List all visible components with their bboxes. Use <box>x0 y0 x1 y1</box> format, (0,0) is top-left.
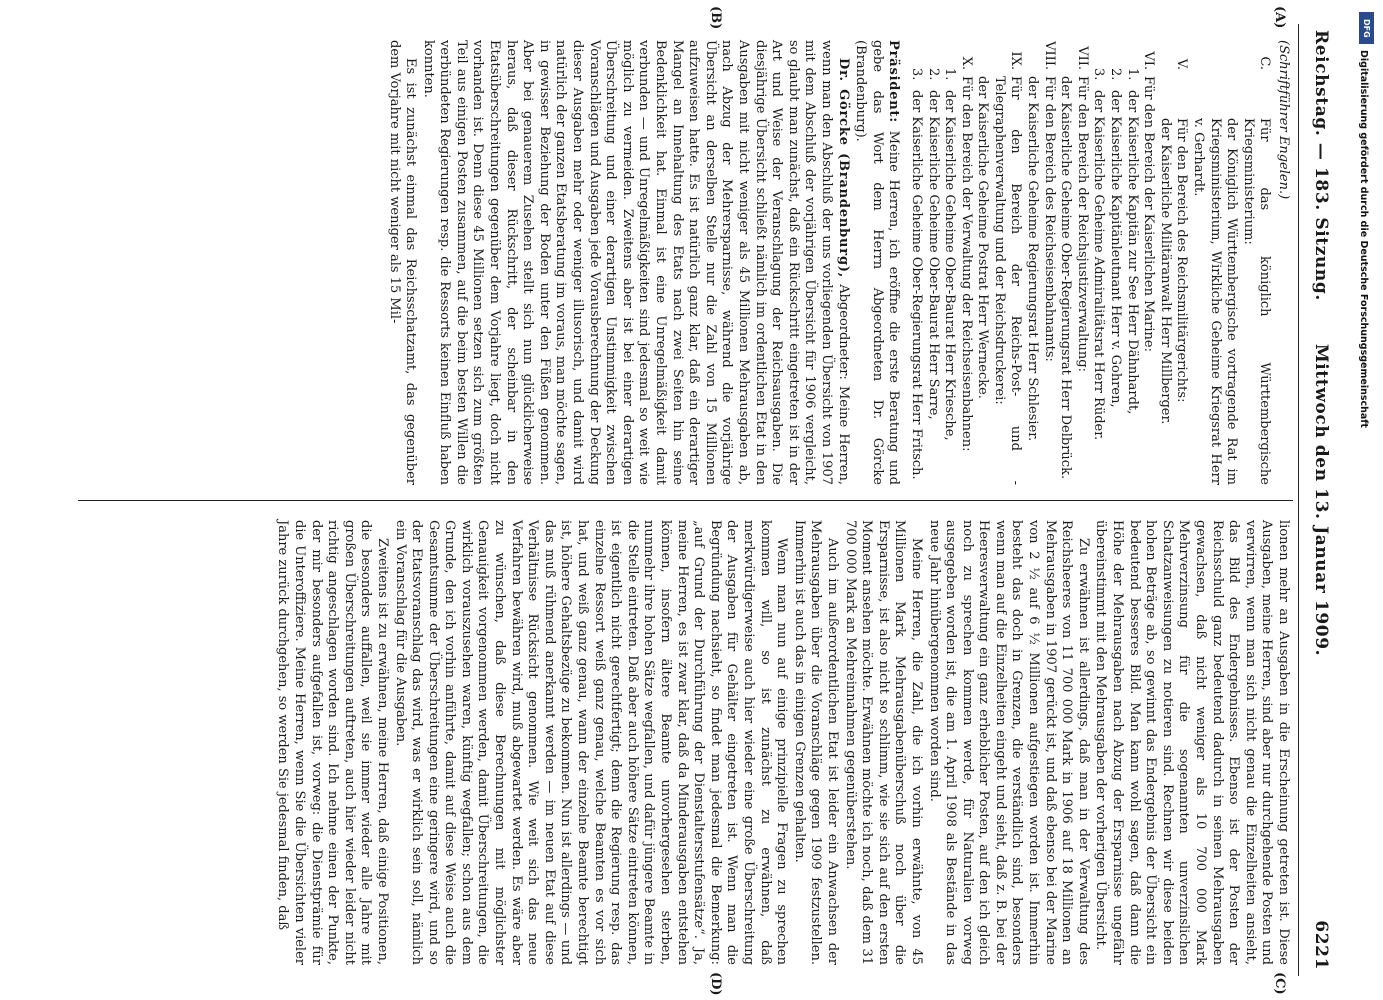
entry-person: der Kaiserliche Geheime Regierungsrat Herr Schlesier. <box>1025 76 1041 442</box>
entry-text <box>1140 76 1157 485</box>
body-paragraph: lionen mehr an Ausgaben in die Erscheinung getreten ist. Diese Ausgaben, meine Herren, sind aber nur durchgehende Posten und verwirren, wenn man sich nicht genau die Einzelheiten ansieht, das Bild des Endergebnisses. Ebenso ist der Posten der Reichsschuld ganz bedeutend dadurch in seinen Mehrausgaben gewachsen, daß nicht weniger als 10 700 000 Mark Mehrverzinsung für die sogenannten unverzinslichen Schatzanweisungen zu notieren sind. Rechnen wir diese beiden hohen Beträge ab, so gewinnt das Endergebnis der Übersicht ein bedeutend besseres Bild. Man kann wohl sagen, daß dann die Höhe der Mehrausgaben nach Abzug der Ersparnisse ungefähr übereinstimmt mit den Mehrausgaben der vorherigen Übersicht. <box>1093 520 1291 965</box>
body-paragraph: Auch im außerordentlichen Etat ist leider ein Anwachsen der Mehrausgaben über die Voranschläge gegen 1909 festzustellen. Immerhin ist auch das in einigen Grenzen gehalten. <box>791 520 840 965</box>
sub-entry-number: 2. <box>1108 68 1124 81</box>
body-paragraph: Zweitens ist zu erwähnen, meine Herren, daß einige Positionen, die besonders auffallen, weil sie immer wieder alle Jahre mit großen Überschreitungen auftreten, auch hier wieder leider nicht richtig angeschlagen worden sind. Ich nehme einen der Punkte, der mir besonders aufgefallen ist, vorweg: die Dienstprämie für die Unteroffiziere. Meine Herren, wenn Sie die Übersichten vieler Jahre zurück durchgehen, so werden Sie jedesmal finden, daß <box>275 520 390 965</box>
entry-person: der Kaiserliche Geheime Postrat Herr Wernecke. <box>975 76 991 399</box>
list-entry <box>1024 40 1057 485</box>
entry-heading: Für das königlich Württembergische Kriegsministerium: <box>1240 118 1273 485</box>
right-column <box>273 520 1291 965</box>
list-entry <box>1189 40 1272 485</box>
sub-entry <box>907 40 924 485</box>
speaker-name: Präsident: <box>886 40 902 123</box>
entry-heading: Für den Bereich des Reichseisenbahnamts: <box>1041 76 1057 362</box>
dfg-logo: DFG <box>1359 12 1374 44</box>
speech-paragraph: Es ist zunächst einmal das Reichsschatzamt, das gegenüber dem Vorjahre mit nicht weniger als 15 Mil- <box>386 40 419 485</box>
entry-number: IX. <box>1008 51 1024 70</box>
list-entry <box>1057 40 1090 485</box>
entry-number: V. <box>1174 58 1190 70</box>
page-header <box>1305 30 1335 970</box>
entry-heading: Für den Bereich der Kaiserlichen Marine: <box>1141 76 1157 352</box>
header-rule <box>1298 24 1299 976</box>
entry-person: der Königlich Württembergische vortragende Rat im Kriegsministerium, Wirkliche Geheime Kriegsrat Herr v. Gerhardt. <box>1191 118 1240 485</box>
credit-text: Digitalisierung gefördert durch die Deutsche Forschungsgemeinschaft <box>1358 50 1369 428</box>
header-center-date: Mittwoch den 13. Januar 1909. <box>1311 343 1331 657</box>
header-left: Reichstag. — 183. Sitzung. <box>1311 30 1331 301</box>
sub-entry <box>1106 40 1123 485</box>
sub-entry-number: 2. <box>925 68 941 81</box>
margin-mark-b: (B) <box>708 6 723 30</box>
entry-number: VIII. <box>1041 41 1057 70</box>
sub-entry-text: der Kaiserliche Kapitänleutnant Herr v. Gohren, <box>1108 90 1124 408</box>
entry-heading: Für den Bereich der Verwaltung der Reichseisenbahnen: <box>958 76 974 452</box>
sub-entry-text: der Kaiserliche Geheime Ober-Baurat Herr Sarre, <box>925 90 941 420</box>
entry-heading: Für den Bereich der Reichs-Post- und -Telegraphenverwaltung und der Reichsdruckerei: <box>991 76 1024 485</box>
entry-number: VII. <box>1074 46 1090 70</box>
margin-mark-c: (C) <box>1272 972 1287 995</box>
entry-text <box>957 76 974 485</box>
president-paragraph <box>852 40 902 485</box>
speech-paragraph <box>419 40 850 485</box>
paragraph-text: Abgeordneter: Meine Herren, wenn man den Abschluß der uns vorliegenden Übersicht von 1907 mit dem Abschluß der vorjährigen Übersicht für 1906 vergleicht, so glaubt man zunächst, daß ein Rückschritt eingetreten ist in der Art und Weise der Veranschlagung der Reichsausgaben. Die diesjährige Übersicht schließt nämlich im ordentlichen Etat in den Ausgaben mit nicht weniger als 45 Millionen Mehrausgaben ab, nach Abzug der Mehrersparnisse, während die vorjährige Übersicht an derselben Stelle nur die Zahl von 15 Millionen aufzuweisen hatte. Es ist natürlich ganz klar, daß ein derartiger Mangel an Innehaltung des Etats nach zwei Seiten hin seine Bedenklichkeit hat. Einmal ist eine Unregelmäßigkeit damit verbunden — und Unregelmäßigkeiten sind jedesmal so weit wie möglich zu vermeiden. Zweitens aber ist bei einer derartigen Überschreitung und einer derartigen Unstimmigkeit zwischen Voranschlägen und Ausgaben jede Vorausberechnung der Deckung dieser Ausgaben mehr oder weniger illusorisch, und damit wird natürlich der ganzen Etatsberatung im voraus, man möchte sagen, in gewisser Beziehung der Boden unter den Füßen genommen. Aber bei genauerem Zusehen stellt sich nun glücklicherweise heraus, daß dieser Rückschritt, der scheinbar in den Etatsüberschreitungen gegenüber dem Vorjahre liegt, doch nicht vorhanden ist. Denn diese 45 Millionen setzen sich zum größten Teil aus einigen Posten zusammen, auf die beim besten Willen die verbündeten Regierungen resp. die Ressorts keinen Einfluß haben konnten. <box>420 40 851 485</box>
sub-entry-text: der Kaiserliche Geheime Ober-Regierungsrat Herr Fritsch. <box>908 90 924 480</box>
sub-entry <box>1123 40 1140 485</box>
entry-text <box>974 76 1024 485</box>
entry-person: der Kaiserliche Geheime Ober-Regierungsrat Herr Delbrück. <box>1058 76 1074 480</box>
entry-text <box>1024 76 1057 485</box>
entry-number: X. <box>958 56 974 70</box>
digitization-credit <box>1356 6 1378 996</box>
entry-heading: Für den Bereich der Reichsjustizverwaltung: <box>1074 76 1090 372</box>
list-entry <box>1156 40 1189 485</box>
sub-entry <box>941 40 958 485</box>
margin-mark-a: (A) <box>1272 6 1287 29</box>
sub-entry-number: 3. <box>908 68 924 81</box>
sub-entry <box>1090 40 1107 485</box>
entry-text <box>1156 76 1189 485</box>
left-column <box>384 40 1291 485</box>
sub-entry-text: der Kaiserliche Kapitän zur See Herr Dähnhardt, <box>1124 90 1140 415</box>
sub-entry-text: der Kaiserliche Geheime Ober-Baurat Herr Kriesche, <box>942 90 958 441</box>
speaker-name: Dr. Görcke (Brandenburg), <box>835 58 851 279</box>
body-paragraph: Zu erwähnen ist allerdings, daß man in der Verwaltung des Reichsheeres von 11 700 000 Mark in 1906 auf 18 Millionen an Mehrausgaben in 1907 gerückt ist, und daß ebenso bei der Marine von 2 ½ auf 6 ½ Millionen aufgestiegen worden ist. Immerhin besteht das doch in Grenzen, die verständlich sind, besonders wenn man auf die Einzelheiten eingeht und sieht, daß z. B. bei der Heeresverwaltung ein ganz erheblicher Posten, auf den ich gleich noch zu sprechen kommen werde, für Naturalien vorweg ausgegeben worden ist, die am 1. April 1908 als Bestände in das neue Jahr hinübergenommen worden sind. <box>926 520 1091 965</box>
margin-mark-d: (D) <box>708 972 723 996</box>
list-entry <box>1140 40 1157 485</box>
sub-entry <box>924 40 941 485</box>
sub-entry-text: der Kaiserliche Geheime Admiralitätsrat Herr Rüder. <box>1091 90 1107 441</box>
entry-number: VI. <box>1141 51 1157 70</box>
editor-note: (Schriftführer Engelen.) <box>1276 40 1291 200</box>
list-entry <box>974 40 1024 485</box>
sub-entry-number: 1. <box>942 68 958 81</box>
paragraph-text: Meine Herren, ich eröffne die erste Beratung und gebe das Wort dem Herrn Abgeordneten Dr. Görcke (Brandenburg). <box>853 40 902 485</box>
entry-heading: Für den Bereich des Reichsmilitärgerichts: <box>1174 118 1190 403</box>
body-paragraph: Wenn man nun auf einige prinzipielle Fragen zu sprechen kommen will, so ist zunächst zu erwähnen, daß merkwürdigerweise auch hier wieder eine große Überschreitung der Ausgaben für Gehälter eingetreten ist. Wenn man die Begründung nachsieht, so findet man jedesmal die Bemerkung: „auf Grund der Durchführung der Dienstaltersstufensätze“. Ja, meine Herren, es ist zwar klar, daß da Minderausgaben entstehen können, insofern ältere Beamte unvorhergesehen sterben, nunmehr ihre hohen Sätze wegfallen, und dafür jüngere Beamte in die Stelle eintreten. Daß aber auch höhere Sätze eintreten können, ist eigentlich nicht gerechtfertigt; denn die Regierung resp. das einzelne Ressort weiß ganz genau, welche Beamten es vor sich hat, und weiß ganz genau, wann der einzelne Beamte berechtigt ist, höhere Gehaltsbezüge zu bekommen. Nun ist allerdings — und das muß rühmend anerkannt werden — im neuen Etat auf diese Verhältnisse Rücksicht genommen. Wie weit sich das neue Verfahren bewähren wird, muß abgewartet werden. Es wäre aber zu wünschen, daß diese Berechnungen mit möglichster Genauigkeit vorgenommen werden, damit Überschreitungen, die wirklich vorauszusehen waren, künftig wegfallen; schon aus dem Grunde, den ich vorhin anführte, damit auf diese Weise auch die Gesamtsumme der Überschreitungen eine geringere wird, und so der Etatsvoranschlag das wird, was er wirklich sein soll, nämlich ein Voranschlag für die Ausgaben. <box>392 520 790 965</box>
column-divider <box>78 500 1293 501</box>
page-number: 6221 <box>1311 920 1331 970</box>
entry-person: der Kaiserliche Militäranwalt Herr Millberger. <box>1157 118 1173 425</box>
list-entry <box>957 40 974 485</box>
body-paragraph: Meine Herren, die Zahl, die ich vorhin erwähnte, von 45 Millionen Mark Mehrausgabenüberschuß noch über die Ersparnisse, ist also nicht so schlimm, wie sie sich auf den ersten Moment ansehen möchte. Erwähnen möchte ich noch, daß dem 31 700 000 Mark an Mehreinnahmen gegenüberstehen. <box>842 520 924 965</box>
sub-entry-number: 1. <box>1124 68 1140 81</box>
entry-text <box>1057 76 1090 485</box>
entry-text <box>1189 76 1272 485</box>
entry-number: C. <box>1257 56 1273 70</box>
sub-entry-number: 3. <box>1091 68 1107 81</box>
